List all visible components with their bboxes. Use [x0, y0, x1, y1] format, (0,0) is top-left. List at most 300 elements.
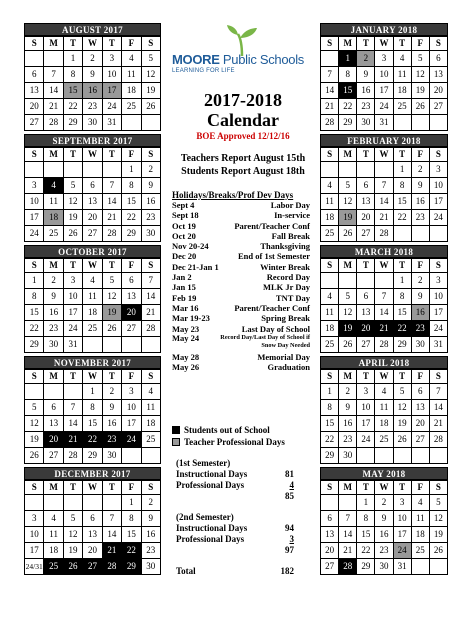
weekday-label: S [429, 148, 447, 162]
day-cell: 24 [122, 432, 141, 448]
day-cell: 27 [83, 226, 102, 242]
day-cell [102, 337, 121, 353]
day-cell: 25 [321, 226, 339, 242]
weekday-label: W [375, 259, 393, 273]
day-cell: 12 [102, 289, 121, 305]
day-cell: 3 [25, 178, 44, 194]
day-cell: 21 [141, 305, 160, 321]
day-cell: 28 [321, 115, 339, 131]
day-cell [83, 162, 102, 178]
weekday-label: S [321, 259, 339, 273]
day-cell [25, 51, 44, 67]
holiday-name: TNT Day [275, 292, 310, 303]
day-cell: 7 [321, 67, 339, 83]
weekday-label: W [375, 148, 393, 162]
day-cell: 11 [44, 527, 63, 543]
week-row [321, 83, 448, 99]
day-cell: 31 [63, 337, 82, 353]
semester-2-total [176, 545, 294, 556]
day-cell: 13 [25, 83, 44, 99]
day-cell: 5 [102, 273, 121, 289]
semester-1-total [176, 491, 294, 502]
calendar-november-2017 [24, 356, 161, 464]
day-cell: 10 [357, 400, 375, 416]
weekday-row [25, 481, 161, 495]
day-cell: 27 [411, 432, 429, 448]
day-cell: 18 [122, 83, 141, 99]
week-row [25, 432, 161, 448]
weekday-label: S [429, 37, 447, 51]
day-cell: 27 [321, 559, 339, 575]
weekday-label: T [393, 148, 411, 162]
value: 85 [285, 491, 294, 501]
weekday-label: W [83, 148, 102, 162]
calendar-august-2017 [24, 23, 161, 131]
week-row [321, 495, 448, 511]
day-cell: 15 [122, 527, 141, 543]
month-header: DECEMBER 2017 [24, 467, 161, 480]
holiday-row [172, 352, 310, 362]
weekday-label: S [321, 148, 339, 162]
day-cell: 15 [393, 305, 411, 321]
day-cell [375, 273, 393, 289]
day-cell: 21 [321, 99, 339, 115]
day-cell: 28 [375, 226, 393, 242]
day-cell: 10 [25, 527, 44, 543]
day-cell: 14 [102, 194, 121, 210]
weekday-label: T [102, 37, 121, 51]
weekday-label: T [102, 148, 121, 162]
day-cell: 12 [25, 416, 44, 432]
day-cell: 4 [44, 178, 63, 194]
week-row [25, 321, 161, 337]
day-cell: 15 [63, 83, 82, 99]
day-cell: 11 [44, 194, 63, 210]
day-cell: 23 [375, 543, 393, 559]
day-cell: 14 [141, 289, 160, 305]
holiday-name: Graduation [267, 362, 310, 373]
holiday-row [172, 210, 310, 220]
week-row [25, 400, 161, 416]
holiday-date: Dec 21-Jan 1 [172, 261, 219, 272]
day-cell [321, 162, 339, 178]
week-row [321, 210, 448, 226]
day-cell [429, 448, 447, 464]
day-cell: 21 [375, 321, 393, 337]
label: Professional Days [176, 534, 245, 544]
month-grid [320, 147, 448, 242]
day-cell: 30 [102, 448, 121, 464]
day-cell [393, 115, 411, 131]
day-cell: 6 [25, 67, 44, 83]
day-cell: 26 [339, 337, 357, 353]
legend-teacher-pd [172, 436, 285, 448]
day-cell: 18 [44, 210, 63, 226]
day-cell [375, 448, 393, 464]
weekday-label: F [122, 259, 141, 273]
day-cell [339, 162, 357, 178]
holiday-name: Record Day [266, 272, 310, 283]
day-cell: 24 [429, 321, 447, 337]
week-row [321, 226, 448, 242]
holiday-date: May 28 [172, 351, 200, 362]
day-cell: 20 [357, 321, 375, 337]
day-cell: 23 [411, 210, 429, 226]
day-cell: 21 [375, 210, 393, 226]
weekday-row [321, 259, 448, 273]
logo-name-rest: Public Schools [219, 52, 305, 67]
semester-2-professional [176, 534, 294, 545]
week-row [321, 337, 448, 353]
weekday-row [25, 37, 161, 51]
weekday-label: M [44, 37, 63, 51]
day-cell: 16 [102, 416, 121, 432]
weekday-label: F [122, 148, 141, 162]
week-row [321, 416, 448, 432]
day-cell: 13 [357, 194, 375, 210]
holiday-date: Jan 2 [172, 272, 192, 283]
day-cell: 5 [141, 51, 160, 67]
day-cell: 19 [339, 210, 357, 226]
value: 81 [285, 469, 294, 479]
day-cell: 27 [357, 226, 375, 242]
holiday-date: Mar 16 [172, 302, 199, 313]
month-header: NOVEMBER 2017 [24, 356, 161, 369]
month-grid [24, 480, 161, 575]
week-row [25, 51, 161, 67]
day-cell: 20 [83, 210, 102, 226]
day-cell: 12 [141, 67, 160, 83]
day-cell: 5 [339, 178, 357, 194]
day-cell: 3 [429, 162, 447, 178]
day-cell: 26 [411, 99, 429, 115]
day-cell: 25 [83, 321, 102, 337]
semester-2-heading: (2nd Semester) [176, 512, 234, 522]
week-row [25, 194, 161, 210]
day-cell [411, 226, 429, 242]
day-cell: 15 [393, 194, 411, 210]
day-cell: 1 [63, 51, 82, 67]
day-cell: 6 [357, 178, 375, 194]
day-cell: 19 [393, 416, 411, 432]
day-cell: 4 [393, 51, 411, 67]
holiday-name: Labor Day [270, 200, 310, 210]
day-cell: 24 [25, 226, 44, 242]
month-grid [320, 258, 448, 353]
day-cell: 17 [102, 83, 121, 99]
day-cell: 20 [357, 210, 375, 226]
day-cell: 27 [429, 99, 447, 115]
day-cell: 20 [44, 432, 63, 448]
weekday-label: M [339, 148, 357, 162]
day-cell: 24 [393, 543, 411, 559]
holiday-row [172, 362, 310, 372]
day-cell: 30 [83, 115, 102, 131]
day-cell: 15 [122, 194, 141, 210]
semester-1-instructional [176, 469, 294, 480]
holiday-name: Record Day/Last Day of School if Snow Day Needed [220, 333, 310, 349]
holiday-name: Parent/Teacher Conf [234, 220, 310, 231]
holiday-date: May 24 [172, 332, 200, 343]
holiday-date: Oct 20 [172, 230, 196, 241]
day-cell: 13 [321, 527, 339, 543]
weekday-label: F [122, 37, 141, 51]
month-grid [24, 147, 161, 242]
day-cell: 20 [321, 543, 339, 559]
day-cell: 26 [429, 543, 447, 559]
value: 97 [285, 545, 294, 555]
day-cell: 2 [102, 384, 121, 400]
week-row [25, 99, 161, 115]
holiday-date: May 23 [172, 323, 200, 334]
day-cell: 20 [411, 416, 429, 432]
weekday-label: S [25, 37, 44, 51]
day-cell: 1 [321, 384, 339, 400]
day-cell: 21 [44, 99, 63, 115]
day-cell: 25 [411, 543, 429, 559]
weekday-label: S [25, 148, 44, 162]
weekday-label: F [411, 259, 429, 273]
day-cell: 11 [375, 400, 393, 416]
calendar-december-2017 [24, 467, 161, 575]
holiday-row [172, 272, 310, 282]
day-cell: 16 [375, 527, 393, 543]
day-cell: 2 [44, 273, 63, 289]
day-cell [122, 115, 141, 131]
weekday-label: S [25, 370, 44, 384]
day-cell: 22 [122, 543, 141, 559]
weekday-label: S [429, 259, 447, 273]
weekday-label: S [321, 370, 339, 384]
day-cell: 28 [102, 226, 121, 242]
day-cell [357, 162, 375, 178]
day-cell: 29 [83, 448, 102, 464]
day-cell: 14 [375, 305, 393, 321]
day-cell: 15 [321, 416, 339, 432]
weekday-label: W [375, 37, 393, 51]
weekday-label: S [141, 37, 160, 51]
day-cell [25, 384, 44, 400]
day-cell: 7 [429, 384, 447, 400]
day-cell: 22 [83, 432, 102, 448]
day-cell: 26 [63, 559, 82, 575]
weekday-row [321, 481, 448, 495]
grand-total [176, 566, 294, 576]
day-cell: 2 [375, 495, 393, 511]
day-cell: 1 [393, 273, 411, 289]
day-cell: 3 [357, 384, 375, 400]
day-cell: 4 [44, 511, 63, 527]
black-swatch-icon [172, 426, 180, 434]
day-cell [122, 337, 141, 353]
calendar-may-2018 [320, 467, 448, 575]
day-cell [63, 162, 82, 178]
weekday-label: S [141, 481, 160, 495]
holiday-name: Spring Break [261, 313, 310, 324]
day-cell: 13 [122, 289, 141, 305]
weekday-row [321, 370, 448, 384]
day-cell: 17 [375, 83, 393, 99]
week-row [25, 559, 161, 575]
day-cell: 2 [339, 384, 357, 400]
day-cell: 17 [25, 543, 44, 559]
day-cell: 18 [411, 527, 429, 543]
day-cell: 10 [375, 67, 393, 83]
holiday-date: Sept 18 [172, 210, 199, 221]
week-row [25, 448, 161, 464]
week-row [321, 559, 448, 575]
weekday-label: W [83, 259, 102, 273]
day-cell: 1 [339, 51, 357, 67]
week-row [25, 178, 161, 194]
day-cell: 11 [321, 305, 339, 321]
logo-text [172, 52, 304, 67]
day-cell [357, 273, 375, 289]
day-cell: 31 [393, 559, 411, 575]
weekday-label: F [122, 370, 141, 384]
month-grid [24, 36, 161, 131]
day-cell: 14 [102, 527, 121, 543]
students-report: Students Report August 18th [181, 166, 305, 177]
day-cell: 7 [339, 511, 357, 527]
week-row [321, 527, 448, 543]
legend-students-out [172, 424, 285, 436]
day-cell: 6 [429, 51, 447, 67]
weekday-label: M [339, 481, 357, 495]
day-cell [141, 337, 160, 353]
day-cell: 19 [429, 527, 447, 543]
weekday-label: S [141, 259, 160, 273]
day-cell: 11 [141, 400, 160, 416]
day-cell [83, 495, 102, 511]
day-cell: 18 [44, 543, 63, 559]
weekday-row [25, 370, 161, 384]
day-cell: 20 [83, 543, 102, 559]
day-cell: 25 [44, 226, 63, 242]
day-cell: 2 [141, 495, 160, 511]
week-row [321, 115, 448, 131]
weekday-label: W [375, 481, 393, 495]
day-cell: 18 [141, 416, 160, 432]
day-cell: 25 [122, 99, 141, 115]
gray-swatch-icon [172, 438, 180, 446]
day-cell: 11 [411, 511, 429, 527]
day-cell: 2 [141, 162, 160, 178]
day-cell: 8 [339, 67, 357, 83]
day-cell: 5 [25, 400, 44, 416]
day-cell: 22 [339, 99, 357, 115]
day-cell: 8 [393, 289, 411, 305]
day-cell: 25 [375, 432, 393, 448]
day-cell: 2 [83, 51, 102, 67]
day-cell: 24/31 [25, 559, 44, 575]
day-cell: 3 [122, 384, 141, 400]
day-cell: 6 [321, 511, 339, 527]
day-cell: 15 [339, 83, 357, 99]
week-row [321, 51, 448, 67]
day-cell [411, 559, 429, 575]
day-cell: 13 [411, 400, 429, 416]
day-cell [83, 337, 102, 353]
day-cell: 14 [321, 83, 339, 99]
day-cell: 4 [321, 178, 339, 194]
day-cell: 1 [25, 273, 44, 289]
week-row [321, 448, 448, 464]
day-cell: 30 [44, 337, 63, 353]
day-cell: 23 [357, 99, 375, 115]
semester-1-professional [176, 480, 294, 491]
week-row [321, 273, 448, 289]
month-header: MAY 2018 [320, 467, 448, 480]
day-cell: 23 [141, 543, 160, 559]
day-cell: 2 [411, 273, 429, 289]
holiday-name: Fall Break [271, 230, 310, 241]
day-cell: 19 [141, 83, 160, 99]
week-row [25, 337, 161, 353]
day-cell: 4 [411, 495, 429, 511]
day-cell: 12 [393, 400, 411, 416]
holiday-name: Last Day of School [241, 323, 310, 334]
holiday-row [172, 334, 310, 350]
title-calendar: Calendar [207, 110, 279, 130]
month-header: JANUARY 2018 [320, 23, 448, 36]
day-cell: 28 [44, 115, 63, 131]
day-cell: 27 [357, 337, 375, 353]
grand-total-label: Total [176, 566, 196, 576]
day-cell: 16 [141, 194, 160, 210]
holiday-name: Parent/Teacher Conf [234, 302, 310, 313]
weekday-label: T [357, 370, 375, 384]
day-cell: 27 [25, 115, 44, 131]
weekday-label: T [393, 37, 411, 51]
day-cell: 13 [429, 67, 447, 83]
day-cell: 23 [411, 321, 429, 337]
calendar-march-2018 [320, 245, 448, 353]
day-cell: 30 [375, 559, 393, 575]
day-cell [141, 448, 160, 464]
holiday-row [172, 200, 310, 210]
weekday-label: T [63, 481, 82, 495]
day-cell: 26 [393, 432, 411, 448]
label: Instructional Days [176, 523, 248, 533]
day-cell: 10 [429, 289, 447, 305]
day-cell: 22 [25, 321, 44, 337]
day-cell: 27 [83, 559, 102, 575]
day-cell: 28 [102, 559, 121, 575]
day-cell: 6 [83, 511, 102, 527]
day-cell: 21 [63, 432, 82, 448]
day-cell [321, 495, 339, 511]
day-cell: 3 [25, 511, 44, 527]
day-cell: 26 [141, 99, 160, 115]
day-cell: 5 [339, 289, 357, 305]
day-cell: 9 [83, 67, 102, 83]
day-cell: 3 [393, 495, 411, 511]
day-cell: 31 [429, 337, 447, 353]
day-cell: 6 [357, 289, 375, 305]
day-cell: 22 [321, 432, 339, 448]
day-cell: 7 [44, 67, 63, 83]
day-cell: 26 [25, 448, 44, 464]
day-cell: 23 [83, 99, 102, 115]
holidays-list [172, 200, 310, 372]
day-cell: 15 [83, 416, 102, 432]
semester-1-summary [176, 458, 294, 502]
week-row [25, 67, 161, 83]
month-header: OCTOBER 2017 [24, 245, 161, 258]
day-cell: 14 [339, 527, 357, 543]
day-cell: 17 [393, 527, 411, 543]
